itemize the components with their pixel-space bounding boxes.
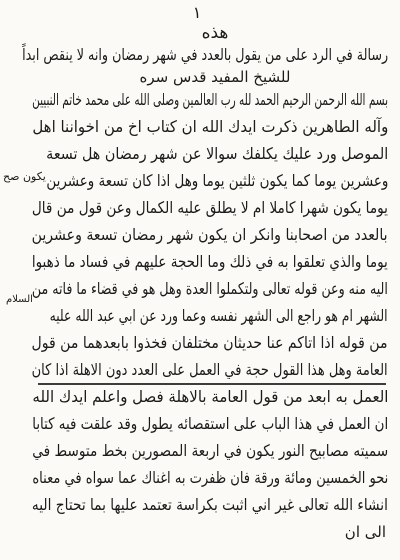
body-line xyxy=(32,330,388,356)
body-line xyxy=(32,222,388,248)
body-line-text: انشاء الله تعالى غير اني اثبت بكراسة تعتمد عليها بما تحتاج اليه xyxy=(32,495,388,514)
page-number-text: ١ xyxy=(192,3,202,22)
body-line xyxy=(46,168,388,194)
body-line-text: العمل به ابعد من قول العامة بالاهلة فصل واعلم ايدك الله xyxy=(32,387,388,406)
marginal-superscript: السلام xyxy=(6,294,33,305)
body-line xyxy=(32,492,388,518)
heading-text: هذه xyxy=(201,23,229,43)
body-line xyxy=(32,438,388,464)
margin-note: يكون صح xyxy=(3,170,46,183)
catchword-text: الى ان xyxy=(344,523,386,541)
body-line-text: سميته مصابيح النور يكون في اربعة المصورين بخط متوسط في xyxy=(32,441,388,460)
body-line-text: ان العمل في هذا الباب على استقصائه يطول وقد علقت فيه كتابا xyxy=(32,414,388,433)
body-line-text: يوما والذي تعلقوا به في ذلك وما الحجة عليهم في فساد ما ذهبوا xyxy=(32,252,388,271)
body-line-text: وآله الطاهرين ذكرت ايدك الله ان كتاب اخ من اخواننا اهل xyxy=(32,117,388,136)
body-line-text: وعشرين يوما كما يكون ثلثين يوما وهل اذا كان تسعة وعشرين xyxy=(46,171,388,190)
body-line xyxy=(50,303,388,329)
body-line-text: الشهر ام هو راجع الى الشهر نفسه وعما ورد عن ابي عبد الله عليه xyxy=(50,306,388,325)
body-line-text: العامة وهل هذا القول حجة في العمل على العدد دون الاهلة اذا كان xyxy=(32,360,388,379)
body-line xyxy=(32,411,388,437)
body-line-text: بالعدد من اصحابنا وانكر ان يكون شهر رمضان تسعة وعشرين xyxy=(32,225,388,244)
body-line-text: الموصل ورد عليك يكلفك سوالا عن شهر رمضان هل تسعة xyxy=(46,144,388,163)
body-line-text: اليه منه وعن قوله تعالى ولتكملوا العدة وهل هو في قضاء ما فاته من xyxy=(32,279,388,298)
catchword xyxy=(306,519,386,545)
body-line-text: يوما يكون شهرا كاملا ام لا يطلق عليه الكمال وعن قول من قال xyxy=(32,198,388,217)
author-text: للشيخ المفيد قدس سره xyxy=(139,68,291,86)
body-line xyxy=(32,357,388,383)
body-line-text: من قوله اذا اتاكم عنا حديثان مختلفان فخذوا بابعدهما من قول xyxy=(32,333,388,352)
body-line xyxy=(32,195,388,221)
body-line xyxy=(46,141,388,167)
body-line-text: بسم الله الرحمن الرحيم الحمد لله رب العالمين وصلى الله على محمد خاتم النبيين xyxy=(32,90,388,109)
body-line xyxy=(32,384,388,410)
title-text: رسالة في الرد على من يقول بالعدد في شهر رمضان وانه لا ينقص ابداً xyxy=(22,45,388,64)
body-line xyxy=(32,114,388,140)
body-line xyxy=(32,87,388,113)
body-line xyxy=(32,276,388,302)
body-line xyxy=(32,249,388,275)
body-line-text: نحو الخمسين ومائة ورقة فان ظفرت به اغناك عما سواه في معناه xyxy=(32,468,388,487)
body-line xyxy=(32,465,388,491)
